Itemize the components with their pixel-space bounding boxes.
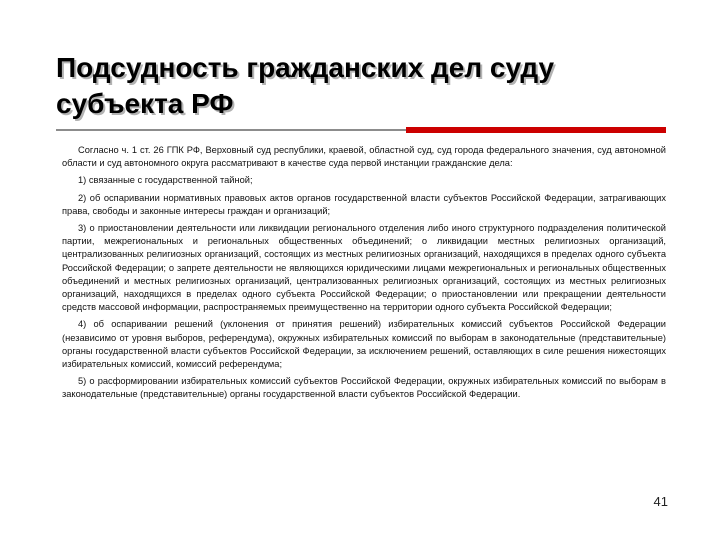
title-divider bbox=[56, 128, 666, 132]
divider-gray-line bbox=[56, 129, 406, 131]
page-number: 41 bbox=[653, 494, 668, 509]
paragraph-intro: Согласно ч. 1 ст. 26 ГПК РФ, Верховный суд республики, краевой, областной суд, суд города федерального значения, суд автономной области и суд автономного округа рассматривают в качестве суда первой инстанции гражданские дела: bbox=[62, 145, 666, 169]
list-item-4: 4) об оспаривании решений (уклонения от принятия решений) избирательных комиссий субъектов Российской Федерации (независимо от уровня выборов, референдума), окружных избирательных комиссий по выборам в законодательные (представительные) органы государственной власти субъектов Российской Федерации, за исключением решений, оставляющих в силе решения нижестоящих избирательных комиссий, комиссий референдума; bbox=[62, 319, 666, 370]
slide-title-line-1: Подсудность гражданских дел суду bbox=[56, 52, 555, 83]
divider-red-bar bbox=[406, 127, 666, 133]
slide-body bbox=[62, 144, 666, 406]
list-item-5: 5) о расформировании избирательных комиссий субъектов Российской Федерации, окружных избирательных комиссий по выборам в законодательные (представительные) органы государственной власти субъектов Российской Федерации. bbox=[62, 376, 666, 400]
slide-title bbox=[56, 50, 676, 122]
list-item-2: 2) об оспаривании нормативных правовых актов органов государственной власти субъектов Российской Федерации, затрагивающих права, свободы и законные интересы граждан и организаций; bbox=[62, 192, 666, 216]
list-item-3: 3) о приостановлении деятельности или ликвидации регионального отделения либо иного структурного подразделения политической партии, межрегиональных и региональных общественных объединений; о ликвидации местных религиозных организаций, централизованных религиозных организаций, состоящих из местных религиозных организаций, находящихся в пределах одного субъекта Российской Федерации; о запрете деятельности не являющихся юридическими лицами межрегиональных и региональных общественных объединений и местных религиозных организаций, централизованных религиозных организаций, состоящих из местных религиозных организаций, находящихся в пределах одного субъекта Российской Федерации; о приостановлении или прекращении деятельности средств массовой информации, распространяемых преимущественно на территории одного субъекта Российской Федерации; bbox=[62, 223, 666, 313]
slide-title-line-2: субъекта РФ bbox=[56, 88, 234, 119]
list-item-1: 1) связанные с государственной тайной; bbox=[78, 175, 253, 186]
